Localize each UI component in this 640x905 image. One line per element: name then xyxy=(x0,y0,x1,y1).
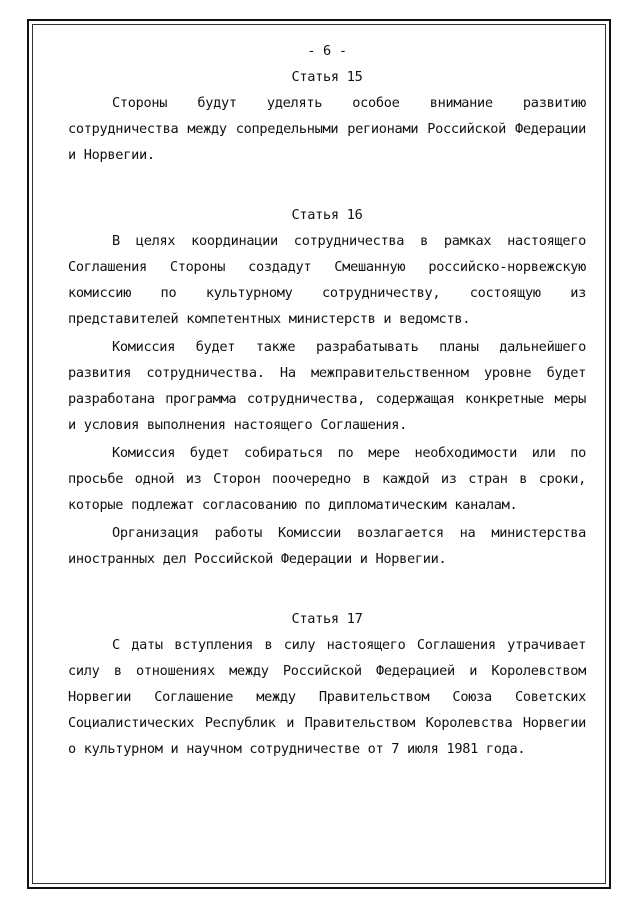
section-gap xyxy=(68,170,586,202)
article-heading: Статья 15 xyxy=(291,69,363,85)
article-paragraph: В целях координации сотрудничества в рамках настоящего Соглашения Стороны создадут Смешанную российско-норвежскую комиссию по культурному сотрудничеству, состоящую из представителей компетентных министерств и ведомств. xyxy=(68,233,586,327)
section-gap xyxy=(68,574,586,606)
article-heading: Статья 16 xyxy=(291,207,363,223)
article-paragraph: Комиссия будет также разрабатывать планы дальнейшего развития сотрудничества. На межправительственном уровне будет разработана программа сотрудничества, содержащая конкретные меры и условия выполнения настоящего Соглашения. xyxy=(68,339,586,433)
article-paragraph: С даты вступления в силу настоящего Соглашения утрачивает силу в отношениях между Российской Федерацией и Королевством Норвегии Соглашение между Правительством Союза Советских Социалистических Республик и Правительством Королевства Норвегии о культурном и научном сотрудничестве от 7 июля 1981 года. xyxy=(68,637,586,757)
document-page xyxy=(68,38,586,764)
article-paragraph: Комиссия будет собираться по мере необходимости или по просьбе одной из Сторон поочередно в каждой из стран в сроки, которые подлежат согласованию по дипломатическим каналам. xyxy=(68,445,586,513)
page-number: - 6 - xyxy=(307,43,347,59)
article-paragraph: Организация работы Комиссии возлагается на министерства иностранных дел Российской Федерации и Норвегии. xyxy=(68,525,586,567)
article-16 xyxy=(68,202,586,572)
article-17 xyxy=(68,606,586,762)
article-paragraph: Стороны будут уделять особое внимание развитию сотрудничества между сопредельными регионами Российской Федерации и Норвегии. xyxy=(68,95,586,163)
article-heading: Статья 17 xyxy=(291,611,363,627)
article-15 xyxy=(68,64,586,168)
